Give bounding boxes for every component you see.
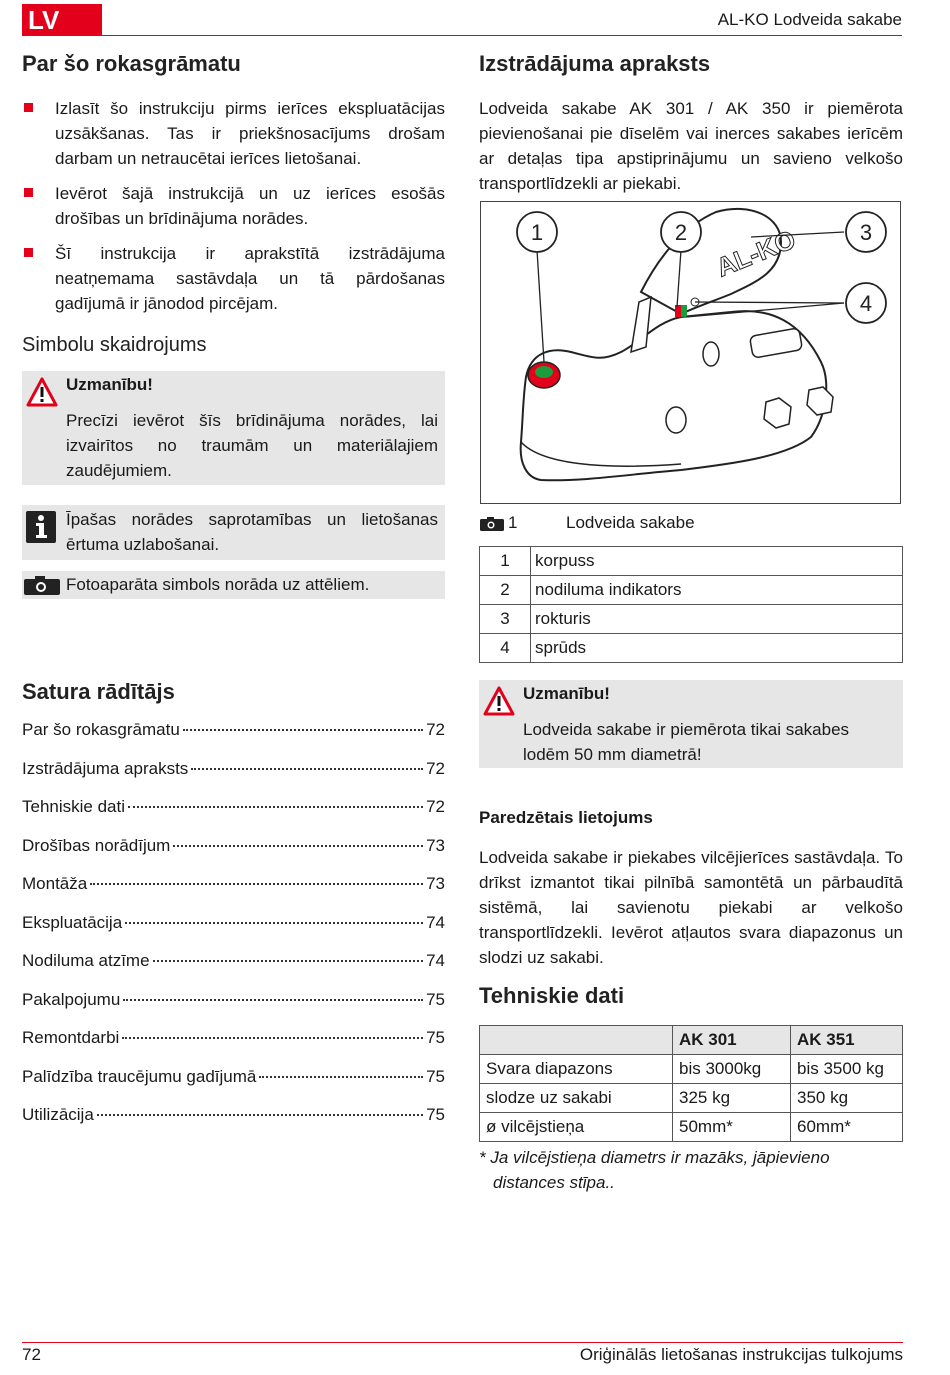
lock-button-green bbox=[535, 366, 553, 378]
warning-triangle-icon bbox=[483, 686, 515, 716]
list-item: Izlasīt šo instrukciju pirms ierīces ekspluatācijas uzsākšanas. Tas ir priekšnosacījums drošam darbam un netraucētai ierīces lietošanai. bbox=[22, 96, 445, 171]
footer-rule bbox=[22, 1342, 903, 1343]
table-row: slodze uz sakabi 325 kg 350 kg bbox=[480, 1084, 903, 1113]
header-brand: AL-KO Lodveida sakabe bbox=[717, 10, 902, 29]
camera-box bbox=[22, 571, 445, 599]
table-row: 3 rokturis bbox=[480, 605, 903, 634]
intended-use-text: Lodveida sakabe ir piekabes vilcējierīces sastāvdaļa. To drīkst izmantot tikai pilnībā samontētā un pārbaudītā sistēmā, lai savienotu piekabi ar velkošo transportlīdzekli. Ievērot atļautos svara diapazonus un slodzi uz sakabi. bbox=[479, 848, 903, 967]
info-text: Īpašas norādes saprotamības un lietošanas ērtuma uzlabošanai. bbox=[66, 510, 438, 554]
product-title: Izstrādājuma apraksts bbox=[479, 51, 711, 76]
table-row: 1 korpuss bbox=[480, 547, 903, 576]
intended-use-title: Paredzētais lietojums bbox=[479, 808, 653, 827]
toc-item[interactable]: Par šo rokasgrāmatu 72 bbox=[22, 720, 445, 739]
manual-bullet-list bbox=[22, 96, 445, 326]
callout-2 bbox=[661, 212, 701, 252]
caption-number: 1 bbox=[508, 513, 518, 532]
figure-logo: AL-KO bbox=[712, 223, 800, 283]
wear-indicator-red bbox=[675, 305, 681, 317]
toc-item[interactable]: Utilizācija 75 bbox=[22, 1105, 445, 1124]
callout-4 bbox=[846, 283, 886, 323]
toc-item[interactable]: Drošības norādījum 73 bbox=[22, 835, 445, 855]
warning-title: Uzmanību! bbox=[523, 684, 610, 703]
info-icon bbox=[26, 511, 56, 543]
tech-title: Tehniskie dati bbox=[479, 983, 625, 1008]
page-number: 72 bbox=[22, 1345, 41, 1364]
svg-text:4: 4 bbox=[859, 291, 873, 316]
warning-triangle-icon bbox=[26, 377, 58, 407]
wear-indicator-green bbox=[681, 305, 687, 317]
table-row: 2 nodiluma indikators bbox=[480, 576, 903, 605]
callout-3 bbox=[846, 212, 886, 252]
footer-text: Oriģinālās lietošanas instrukcijas tulkojums bbox=[579, 1345, 903, 1364]
toc-item[interactable]: Remontdarbi 75 bbox=[22, 1028, 445, 1047]
table-row: 4 sprūds bbox=[480, 634, 903, 663]
product-description: Lodveida sakabe AK 301 / AK 350 ir piemērota pievienošanai pie dīselēm vai inerces sakabes ierīcēm ar detaļas tipa apstiprinājumu un savieno velkošo transportlīdzekli ar piekabi. bbox=[479, 99, 903, 193]
tech-table bbox=[479, 1025, 903, 1142]
toc-title: Satura rādītājs bbox=[22, 679, 175, 704]
svg-text:3: 3 bbox=[859, 220, 873, 245]
coupling-figure bbox=[480, 201, 901, 504]
bullet-square-icon bbox=[24, 188, 33, 197]
toc-item[interactable]: Ekspluatācija 74 bbox=[22, 912, 445, 932]
warning-box bbox=[22, 371, 445, 485]
warning-title: Uzmanību! bbox=[66, 375, 153, 394]
figure-caption bbox=[480, 513, 904, 537]
info-box bbox=[22, 505, 445, 560]
bullet-square-icon bbox=[24, 103, 33, 112]
toc-item[interactable]: Nodiluma atzīme 74 bbox=[22, 951, 445, 970]
manual-title: Par šo rokasgrāmatu bbox=[22, 51, 241, 76]
warning-text: Precīzi ievērot šīs brīdinājuma norādes, lai izvairītos no traumām un materiālajiem zaudējumiem. bbox=[66, 411, 438, 480]
symbols-title: Simbolu skaidrojums bbox=[22, 334, 207, 356]
callout-1 bbox=[517, 212, 557, 252]
camera-icon bbox=[480, 517, 504, 531]
toc-item[interactable]: Montāža 73 bbox=[22, 874, 445, 893]
bullet-square-icon bbox=[24, 248, 33, 257]
svg-text:1: 1 bbox=[530, 220, 544, 245]
warning-box-ball bbox=[479, 680, 903, 768]
camera-icon bbox=[24, 576, 60, 595]
table-row: ø vilcējstieņa 50mm* 60mm* bbox=[480, 1113, 903, 1142]
toc-item[interactable]: Palīdzība traucējumu gadījumā 75 bbox=[22, 1066, 445, 1086]
caption-text: Lodveida sakabe bbox=[566, 513, 695, 532]
header-rule bbox=[102, 35, 902, 36]
tech-footnote: * Ja vilcējstieņa diametrs ir mazāks, jāpievieno distances stīpa.. bbox=[479, 1148, 830, 1192]
warning-text: Lodveida sakabe ir piemērota tikai sakabes lodēm 50 mm diametrā! bbox=[523, 720, 850, 764]
coupling-drawing bbox=[481, 202, 900, 503]
svg-text:2: 2 bbox=[674, 220, 688, 245]
camera-text: Fotoaparāta simbols norāda uz attēliem. bbox=[66, 575, 370, 594]
legend-table bbox=[479, 546, 903, 663]
language-tag: LV bbox=[22, 4, 102, 36]
toc-item[interactable]: Izstrādājuma apraksts 72 bbox=[22, 758, 445, 778]
toc-item[interactable]: Pakalpojumu 75 bbox=[22, 989, 445, 1009]
list-item: Šī instrukcija ir aprakstītā izstrādājuma neatņemama sastāvdaļa un tā pārdošanas gadījumā ir jānodod pircējam. bbox=[22, 241, 445, 316]
table-header-row: AK 301 AK 351 bbox=[480, 1026, 903, 1055]
toc-item[interactable]: Tehniskie dati 72 bbox=[22, 797, 445, 816]
table-row: Svara diapazons bis 3000kg bis 3500 kg bbox=[480, 1055, 903, 1084]
list-item: Ievērot šajā instrukcijā un uz ierīces esošās drošības un brīdinājuma norādes. bbox=[22, 181, 445, 231]
toc-list bbox=[22, 720, 445, 1144]
